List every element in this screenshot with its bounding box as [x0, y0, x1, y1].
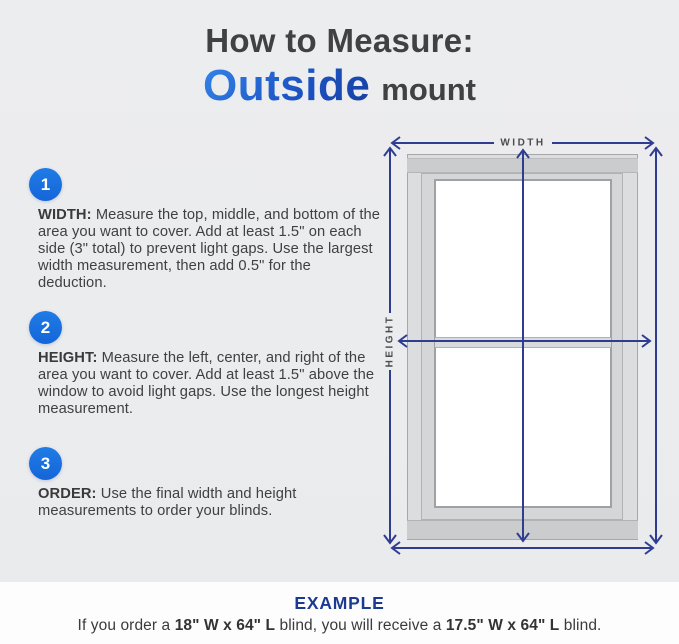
- mount-type-highlight: Outside: [203, 61, 371, 110]
- window-glass-panes: [434, 179, 612, 508]
- example-text: If you order a 18" W x 64" L blind, you will receive a 17.5" W x 64" L blind.: [77, 617, 602, 634]
- step-1-label: WIDTH:: [38, 207, 92, 223]
- step-1-body: Measure the top, middle, and bottom of the area you want to cover. Add at least 1.5" on each side (3" total) to prevent light gaps. Use the largest width measurement, then add 0.5" for the deduction.: [38, 207, 381, 291]
- page-title: How to Measure:: [205, 22, 474, 59]
- bottom-extent-arrow: [392, 542, 653, 554]
- window-sill: [407, 520, 638, 540]
- step-2-body: Measure the left, center, and right of the area you want to cover. Add at least 1.5" above the window to avoid light gaps. Use the longest height measurement.: [38, 350, 375, 417]
- window-head-trim: [407, 158, 638, 173]
- example-section: [0, 582, 679, 644]
- step-3-number-badge: 3: [29, 447, 62, 480]
- example-heading: EXAMPLE: [294, 593, 385, 613]
- window-meeting-rail: [435, 337, 611, 348]
- height-dimension-label: HEIGHT: [384, 314, 396, 368]
- step-2-number-badge: 2: [29, 311, 62, 344]
- step-3-body: Use the final width and height measurements to order your blinds.: [38, 486, 297, 519]
- mount-suffix: mount: [381, 72, 476, 107]
- step-3-label: ORDER:: [38, 486, 97, 502]
- step-2-label: HEIGHT:: [38, 350, 98, 366]
- right-extent-arrow: [650, 148, 662, 543]
- step-1-number-badge: 1: [29, 168, 62, 201]
- width-dimension-label: WIDTH: [500, 137, 546, 149]
